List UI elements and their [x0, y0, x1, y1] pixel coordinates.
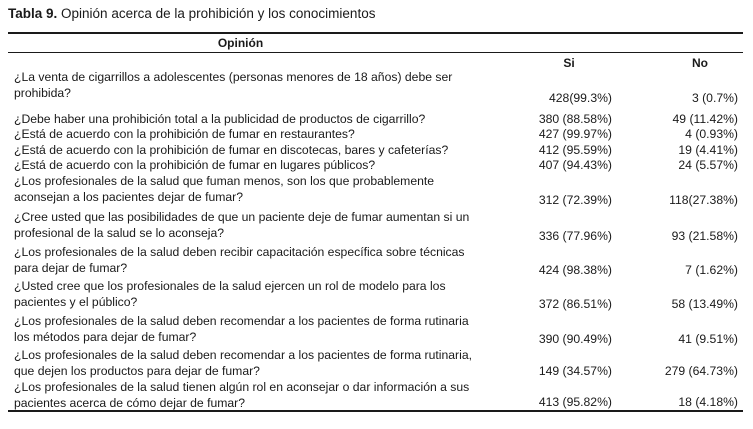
question-cell: ¿Los profesionales de la salud deben recomendar a los pacientes de forma rutinaria los métodos para dejar de fumar? — [14, 314, 469, 344]
si-value-cell: 372 (86.51%) — [538, 296, 612, 311]
table-row — [0, 174, 753, 208]
question-cell: ¿Los profesionales de la salud deben recomendar a los pacientes de forma rutinaria, que dejen los productos para dejar de fumar? — [14, 348, 472, 378]
si-value-cell: 413 (95.82%) — [538, 394, 612, 409]
table-row — [0, 112, 753, 127]
question-cell: ¿Los profesionales de la salud tienen algún rol en aconsejar o dar información a sus pacientes acerca de cómo dejar de fumar? — [14, 380, 470, 410]
si-value-cell: 407 (94.43%) — [538, 157, 612, 172]
table-title: Opinión acerca de la prohibición y los conocimientos — [57, 6, 376, 21]
table-row — [0, 158, 753, 173]
si-value-cell: 427 (99.97%) — [538, 126, 612, 141]
no-value-cell: 41 (9.51%) — [678, 331, 738, 346]
no-value-cell: 58 (13.49%) — [671, 296, 738, 311]
table-row — [0, 314, 753, 347]
table-row — [0, 143, 753, 158]
si-value-cell: 380 (88.58%) — [538, 111, 612, 126]
table-number: Tabla 9. — [8, 6, 58, 21]
no-value-cell: 18 (4.18%) — [678, 394, 738, 409]
no-value-cell: 3 (0.7%) — [691, 90, 738, 105]
no-value-cell: 49 (11.42%) — [672, 111, 738, 126]
si-value-cell: 336 (77.96%) — [538, 228, 612, 243]
no-value-cell: 118(27.38%) — [669, 192, 738, 207]
question-cell: ¿Los profesionales de la salud deben recibir capacitación específica sobre técnicas para dejar de fumar? — [14, 245, 465, 275]
table-row — [0, 127, 753, 142]
table-row — [0, 210, 753, 244]
question-cell: ¿Los profesionales de la salud que fuman menos, son los que probablemente aconsejan a los pacientes dejar de fumar? — [14, 174, 435, 204]
question-cell: ¿Cree usted que las posibilidades de que un paciente deje de fumar aumentan si un profesional de la salud se lo aconseja? — [14, 210, 470, 240]
si-value-cell: 149 (34.57%) — [538, 363, 612, 378]
no-value-cell: 4 (0.93%) — [685, 126, 738, 141]
no-value-cell: 19 (4.41%) — [678, 142, 738, 157]
si-value-cell: 428(99.3%) — [548, 90, 612, 105]
table-row — [0, 70, 753, 106]
si-value-cell: 412 (95.59%) — [538, 142, 612, 157]
table-row — [0, 348, 753, 379]
column-header-no: No — [692, 56, 708, 70]
header-rule — [8, 52, 743, 53]
table-row — [0, 380, 753, 410]
question-cell: ¿Está de acuerdo con la prohibición de fumar en discotecas, bares y cafeterías? — [14, 143, 449, 157]
no-value-cell: 24 (5.57%) — [678, 157, 738, 172]
table-caption — [8, 6, 375, 21]
opinion-header: Opinión — [217, 36, 264, 50]
no-value-cell: 279 (64.73%) — [664, 363, 738, 378]
top-rule — [8, 32, 743, 34]
question-cell: ¿Usted cree que los profesionales de la salud ejercen un rol de modelo para los pacientes y el público? — [14, 279, 446, 309]
no-value-cell: 7 (1.62%) — [685, 262, 738, 277]
question-cell: ¿Está de acuerdo con la prohibición de fumar en lugares públicos? — [14, 158, 376, 172]
question-cell: ¿Está de acuerdo con la prohibición de fumar en restaurantes? — [14, 127, 355, 141]
column-header-si: Si — [563, 56, 575, 70]
si-value-cell: 424 (98.38%) — [538, 262, 612, 277]
table-row — [0, 245, 753, 278]
si-value-cell: 390 (90.49%) — [538, 331, 612, 346]
no-value-cell: 93 (21.58%) — [671, 228, 738, 243]
question-cell: ¿Debe haber una prohibición total a la publicidad de productos de cigarrillo? — [14, 112, 426, 126]
table-row — [0, 279, 753, 312]
si-value-cell: 312 (72.39%) — [538, 192, 612, 207]
bottom-rule — [8, 410, 743, 412]
question-cell: ¿La venta de cigarrillos a adolescentes (personas menores de 18 años) debe ser prohibida? — [14, 70, 453, 100]
